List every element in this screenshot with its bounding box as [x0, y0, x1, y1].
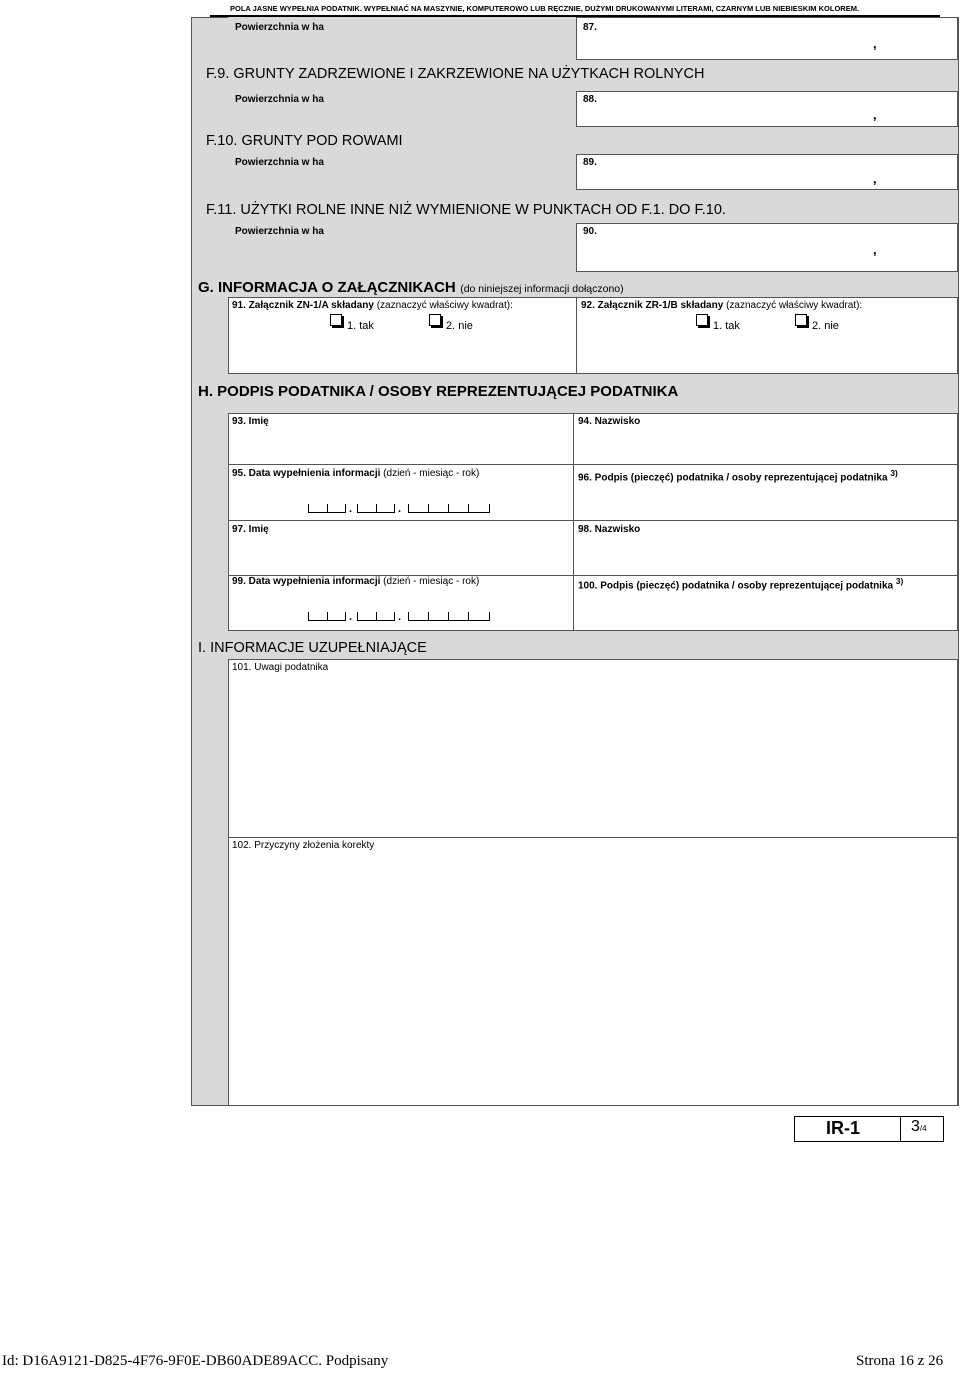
field-99-hint: (dzień - miesiąc - rok): [383, 576, 480, 587]
field-96-label: [578, 468, 898, 483]
date-99-sep-1: .: [349, 611, 353, 623]
field-93-first-name[interactable]: [228, 413, 574, 465]
area-label-88: Powierzchnia w ha: [235, 94, 324, 105]
field-98-label: 98. Nazwisko: [578, 524, 641, 535]
form-code-divider: [900, 1116, 901, 1142]
field-97-label: 97. Imię: [232, 524, 269, 535]
top-instruction: POLA JASNE WYPEŁNIA PODATNIK. WYPEŁNIAĆ NA MASZYNIE, KOMPUTEROWO LUB RĘCZNIE, DUŻYMI DRUKOWANYMI LITERAMI, CZARNYM LUB NIEBIESKIM KOLOREM.: [230, 4, 860, 13]
field-102-correction-reasons[interactable]: [228, 837, 958, 1106]
section-g-header: [198, 279, 624, 297]
field-91-hint: (zaznaczyć właściwy kwadrat):: [376, 300, 513, 311]
date-95-month[interactable]: [357, 504, 395, 513]
field-num-89: 89.: [583, 157, 597, 168]
field-96-footnote: 3): [890, 468, 898, 478]
date-95-sep-2: .: [398, 503, 402, 515]
field-99-label: [232, 576, 479, 587]
page-total: /4: [919, 1124, 927, 1133]
field-99-title: 99. Data wypełnienia informacji: [232, 576, 381, 587]
area-label-90: Powierzchnia w ha: [235, 226, 324, 237]
option-92-yes: 1. tak: [713, 320, 740, 332]
option-91-no: 2. nie: [446, 320, 473, 332]
field-100-footnote: 3): [895, 576, 904, 586]
field-num-88: 88.: [583, 94, 597, 105]
field-95-label: [232, 468, 479, 479]
field-92-label: [581, 300, 862, 311]
field-92-hint: (zaznaczyć właściwy kwadrat):: [726, 300, 863, 311]
date-99-sep-2: .: [398, 611, 402, 623]
section-i-title: I. INFORMACJE UZUPEŁNIAJĄCE: [198, 640, 427, 656]
decimal-comma-89: ,: [873, 171, 877, 186]
option-92-no: 2. nie: [812, 320, 839, 332]
decimal-comma-88: ,: [873, 107, 877, 122]
page-count: Strona 16 z 26: [856, 1353, 944, 1369]
date-95-sep-1: .: [349, 503, 353, 515]
date-99-day[interactable]: [308, 612, 346, 621]
field-93-label: 93. Imię: [232, 416, 269, 427]
page-number: 3: [911, 1118, 920, 1135]
field-91-label: [232, 300, 513, 311]
section-h-title: H. PODPIS PODATNIKA / OSOBY REPREZENTUJĄCEJ PODATNIKA: [198, 383, 679, 400]
field-100-label: [578, 576, 903, 591]
field-num-90: 90.: [583, 226, 597, 237]
area-label-87: Powierzchnia w ha: [235, 22, 324, 33]
field-91-title: 91. Załącznik ZN-1/A składany: [232, 300, 374, 311]
field-101-notes[interactable]: [228, 659, 958, 838]
checkbox-91-yes[interactable]: [330, 314, 342, 326]
decimal-comma-90: ,: [873, 242, 877, 257]
date-99-month[interactable]: [357, 612, 395, 621]
checkbox-91-no[interactable]: [429, 314, 441, 326]
document-id: Id: D16A9121-D825-4F76-9F0E-DB60ADE89ACC. Podpisany: [2, 1353, 389, 1369]
checkbox-92-yes[interactable]: [696, 314, 708, 326]
field-95-hint: (dzień - miesiąc - rok): [383, 468, 480, 479]
page-indicator: [911, 1118, 927, 1136]
section-f9-title: F.9. GRUNTY ZADRZEWIONE I ZAKRZEWIONE NA UŻYTKACH ROLNYCH: [206, 66, 705, 82]
section-g-title: G. INFORMACJA O ZAŁĄCZNIKACH: [198, 279, 456, 296]
field-95-title: 95. Data wypełnienia informacji: [232, 468, 381, 479]
field-102-label: 102. Przyczyny złożenia korekty: [232, 840, 375, 851]
form-code: IR-1: [826, 1118, 861, 1138]
option-91-yes: 1. tak: [347, 320, 374, 332]
field-101-label: 101. Uwagi podatnika: [232, 662, 329, 673]
section-g-subtitle: (do niniejszej informacji dołączono): [460, 283, 624, 295]
field-94-label: 94. Nazwisko: [578, 416, 641, 427]
field-96-title: 96. Podpis (pieczęć) podatnika / osoby reprezentującej podatnika: [578, 472, 888, 484]
section-f10-title: F.10. GRUNTY POD ROWAMI: [206, 133, 403, 149]
area-label-89: Powierzchnia w ha: [235, 157, 324, 168]
field-92-title: 92. Załącznik ZR-1/B składany: [581, 300, 724, 311]
checkbox-92-no[interactable]: [795, 314, 807, 326]
field-100-title: 100. Podpis (pieczęć) podatnika / osoby reprezentującej podatnika: [578, 580, 894, 592]
date-95-year[interactable]: [408, 504, 490, 513]
date-99-year[interactable]: [408, 612, 490, 621]
field-num-87: 87.: [583, 22, 597, 33]
section-f11-title: F.11. UŻYTKI ROLNE INNE NIŻ WYMIENIONE W PUNKTACH OD F.1. DO F.10.: [206, 202, 726, 218]
field-97-first-name[interactable]: [228, 520, 574, 576]
date-95-day[interactable]: [308, 504, 346, 513]
decimal-comma-87: ,: [873, 36, 877, 51]
